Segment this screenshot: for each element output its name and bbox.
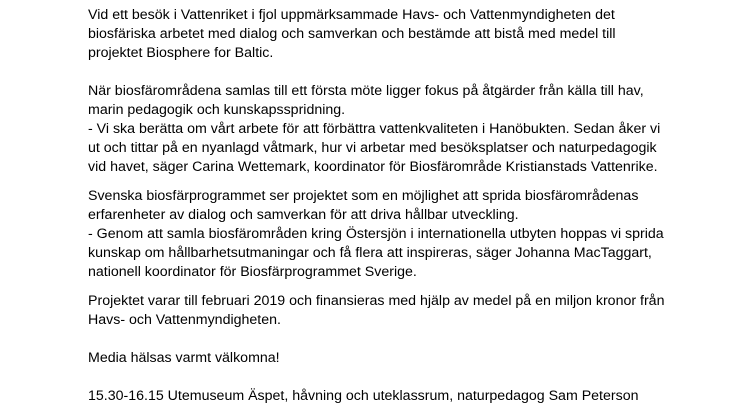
- paragraph-first-meeting: [88, 82, 728, 177]
- text-line: projektet Biosphere for Baltic.: [88, 45, 274, 61]
- text-line: När biosfärområdena samlas till ett första möte ligger fokus på åtgärder från källa till hav,: [88, 83, 644, 99]
- text-line: marin pedagogik och kunskapsspridning.: [88, 102, 346, 118]
- text-line: nationell koordinator för Biosfärprogrammet Sverige.: [88, 264, 417, 280]
- text-line: Media hälsas varmt välkomna!: [88, 350, 280, 366]
- paragraph-biosphere-programme: [88, 187, 728, 282]
- paragraph-media-welcome: [88, 349, 728, 368]
- text-line: erfarenheter av dialog och samverkan för att driva hållbar utveckling.: [88, 207, 519, 223]
- schedule-line: 15.30-16.15 Utemuseum Äspet, håvning och uteklassrum, naturpedagog Sam Peterson: [88, 388, 639, 404]
- text-line: Vid ett besök i Vattenriket i fjol uppmärksammade Havs- och Vattenmyndigheten det: [88, 7, 615, 23]
- text-line: ut och tittar på en nyanlagd våtmark, hur vi arbetar med besöksplatser och naturpedagogik: [88, 140, 657, 156]
- paragraph-visit-intro: [88, 6, 728, 63]
- text-line: - Vi ska berätta om vårt arbete för att förbättra vattenkvaliteten i Hanöbukten. Sedan åker vi: [88, 121, 661, 137]
- text-line: vid havet, säger Carina Wettemark, koordinator för Biosfärområde Kristianstads Vattenrike.: [88, 159, 658, 175]
- text-line: Svenska biosfärprogrammet ser projektet som en möjlighet att sprida biosfärområdenas: [88, 188, 639, 204]
- text-line: biosfäriska arbetet med dialog och samverkan och bestämde att bistå med medel till: [88, 26, 616, 42]
- text-line: - Genom att samla biosfärområden kring Östersjön i internationella utbyten hoppas vi sprida: [88, 226, 664, 242]
- text-line: kunskap om hållbarhetsutmaningar och få flera att inspireras, säger Johanna MacTaggart,: [88, 245, 652, 261]
- paragraph-funding: [88, 292, 728, 330]
- text-line: Havs- och Vattenmyndigheten.: [88, 312, 281, 328]
- text-line: Projektet varar till februari 2019 och finansieras med hjälp av medel på en miljon kronor från: [88, 293, 665, 309]
- paragraph-schedule: [88, 387, 728, 406]
